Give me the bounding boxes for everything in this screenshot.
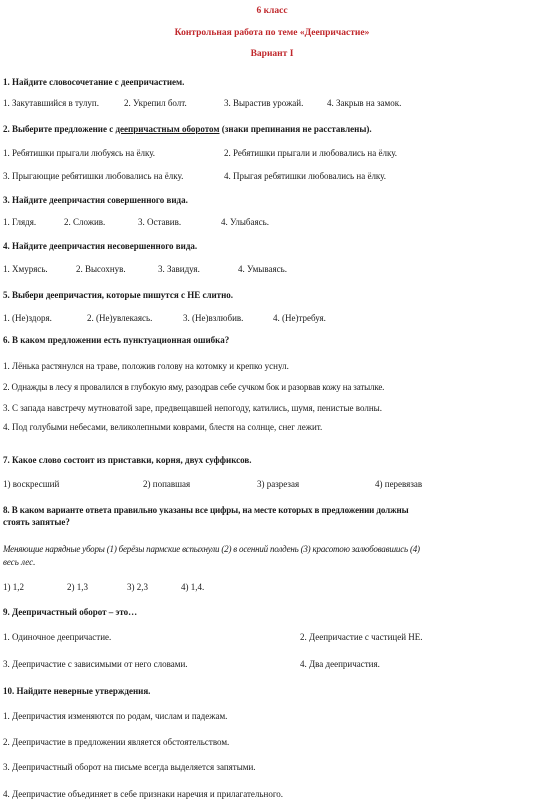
- q3-option-4: 4. Улыбаясь.: [221, 217, 269, 227]
- q3-option-1: 1. Глядя.: [3, 217, 37, 227]
- q2-option-4: 4. Прыгая ребятишки любовались на ёлку.: [224, 171, 387, 181]
- q3-option-3: 3. Оставив.: [138, 217, 182, 227]
- q8-sentence-line-1: Меняющие нарядные уборы (1) берёзы пармские вспыхнули (2) в осенний полдень (3) красотою залюбовавшись (4): [3, 544, 420, 554]
- q6-option-2: 2. Однажды в лесу я провалился в глубокую яму, разодрав себе сучком бок и разорвав кожу на затылке.: [3, 382, 385, 392]
- q4-option-1: 1. Хмурясь.: [3, 264, 48, 274]
- q5-option-3: 3. (Не)взлюбив.: [183, 313, 244, 323]
- q7-option-1: 1) воскресший: [3, 479, 60, 489]
- q10-option-2: 2. Деепричастие в предложении является обстоятельством.: [3, 737, 230, 747]
- q4-option-3: 3. Завидуя.: [158, 264, 200, 274]
- q2-option-3: 3. Прыгающие ребятишки любовались на ёлку.: [3, 171, 184, 181]
- q5-option-4: 4. (Не)требуя.: [273, 313, 326, 323]
- q7-option-2: 2) попавшая: [143, 479, 191, 489]
- q1-option-3: 3. Вырастив урожай.: [224, 98, 304, 108]
- q2-option-2: 2. Ребятишки прыгали и любовались на ёлку.: [224, 148, 398, 158]
- q1-option-2: 2. Укрепил болт.: [124, 98, 187, 108]
- q9-option-1: 1. Одиночное деепричастие.: [3, 632, 112, 642]
- q2-title-start: 2. Выберите предложение с: [3, 124, 116, 134]
- q4-title: 4. Найдите деепричастия несовершенного вида.: [3, 241, 198, 251]
- q4-option-2: 2. Высохнув.: [76, 264, 126, 274]
- q2-title-underlined: деепричастным оборотом: [115, 124, 220, 134]
- q1-option-1: 1. Закутавшийся в тулуп.: [3, 98, 99, 108]
- variant-label: Вариант I: [250, 49, 294, 59]
- q6-title: 6. В каком предложении есть пунктуационная ошибка?: [3, 335, 230, 345]
- q9-option-3: 3. Деепричастие с зависимыми от него словами.: [3, 659, 188, 669]
- q10-option-4: 4. Деепричастие объединяет в себе признаки наречия и прилагательного.: [3, 789, 284, 799]
- q1-option-4: 4. Закрыв на замок.: [327, 98, 402, 108]
- q10-title: 10. Найдите неверные утверждения.: [3, 686, 151, 696]
- q2-title: [3, 124, 372, 135]
- q4-option-4: 4. Умываясь.: [238, 264, 287, 274]
- grade-label: 6 класс: [256, 6, 288, 16]
- q3-title: 3. Найдите деепричастия совершенного вида.: [3, 195, 188, 205]
- q10-option-1: 1. Деепричастия изменяются по родам, числам и падежам.: [3, 711, 228, 721]
- q6-option-1: 1. Лёнька растянулся на траве, положив голову на котомку и крепко уснул.: [3, 361, 289, 371]
- q5-option-1: 1. (Не)здоря.: [3, 313, 52, 323]
- q10-option-3: 3. Деепричастный оборот на письме всегда выделяется запятыми.: [3, 762, 256, 772]
- q2-option-1: 1. Ребятишки прыгали любуясь на ёлку.: [3, 148, 156, 158]
- q9-option-2: 2. Деепричастие с частицей НЕ.: [300, 632, 423, 642]
- q5-option-2: 2. (Не)увлекаясь.: [87, 313, 153, 323]
- q8-option-2: 2) 1,3: [67, 582, 88, 592]
- q9-title: 9. Деепричастный оборот – это…: [3, 607, 138, 617]
- q9-option-4: 4. Два деепричастия.: [300, 659, 380, 669]
- q8-option-4: 4) 1,4.: [181, 582, 205, 592]
- q5-title: 5. Выбери деепричастия, которые пишутся с НЕ слитно.: [3, 290, 234, 300]
- q7-option-3: 3) разрезая: [257, 479, 300, 489]
- q3-option-2: 2. Сложив.: [64, 217, 106, 227]
- q6-option-3: 3. С запада навстречу мутноватой заре, предвещавшей непогоду, катились, шумя, пенистые волны.: [3, 403, 382, 413]
- q8-title-line-2: стоять запятые?: [3, 517, 70, 527]
- q8-sentence-line-2: весь лес.: [3, 557, 36, 567]
- q6-option-4: 4. Под голубыми небесами, великолепными коврами, блестя на солнце, снег лежит.: [3, 422, 323, 432]
- q8-option-1: 1) 1,2: [3, 582, 24, 592]
- q2-title-end: (знаки препинания не расставлены).: [219, 124, 372, 134]
- q7-title: 7. Какое слово состоит из приставки, корня, двух суффиксов.: [3, 455, 252, 465]
- worksheet-title: Контрольная работа по теме «Деепричастие»: [174, 28, 370, 38]
- q8-title-line-1: 8. В каком варианте ответа правильно указаны все цифры, на месте которых в предложении должны: [3, 505, 409, 515]
- q7-option-4: 4) перевязав: [375, 479, 423, 489]
- q8-option-3: 3) 2,3: [127, 582, 148, 592]
- q1-title: 1. Найдите словосочетание с деепричастием.: [3, 77, 185, 87]
